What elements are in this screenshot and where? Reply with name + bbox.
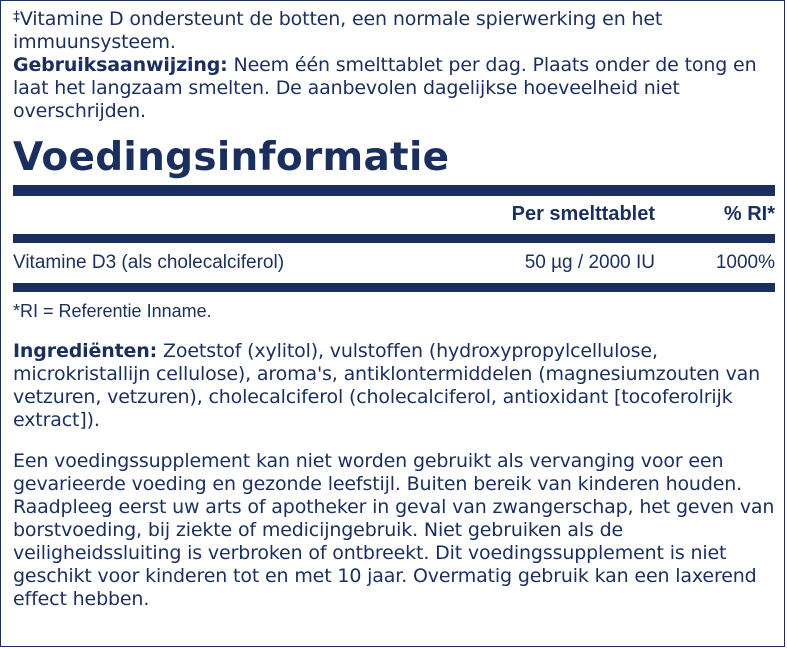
header-divider [13, 234, 775, 243]
nutrition-table-header [13, 196, 775, 226]
usage-label: Gebruiksaanwijzing: [13, 54, 228, 76]
intro-statement [13, 6, 775, 54]
intro-text: Vitamine D ondersteunt de botten, een normale spierwerking en het immuunsysteem. [13, 8, 663, 53]
table-bottom-divider [13, 283, 775, 292]
ingredients-text: Zoetstof (xylitol), vulstoffen (hydroxypropylcellulose, microkristallijn cellulose), aroma's, antiklontermiddelen (magnesiumzouten van vetzuren, vetzuren), cholecalciferol (cholecalciferol, antioxidant [tocoferolrijk extract]). [13, 340, 761, 431]
ri-footnote: *RI = Referentie Inname. [13, 301, 212, 321]
double-dagger-symbol: ‡ [13, 9, 20, 25]
nutrient-amount: 50 µg / 2000 IU [524, 252, 655, 273]
nutrient-ri: 1000% [715, 252, 775, 273]
ingredients-label: Ingrediënten: [13, 340, 158, 362]
header-ri: % RI* [723, 203, 775, 225]
nutrition-title: Voedingsinformatie [13, 135, 450, 180]
header-amount: Per smelttablet [511, 203, 655, 225]
table-row [13, 243, 775, 283]
ingredients-section [13, 340, 775, 432]
title-divider [13, 185, 775, 196]
warning-text: Een voedingssupplement kan niet worden gebruikt als vervanging voor een gevarieerde voeding en gezonde leefstijl. Buiten bereik van kinderen houden. Raadpleeg eerst uw arts of apotheker in geval van zwangerschap, het geven van borstvoeding, bij ziekte of medicijngebruik. Niet gebruiken als de veiligheidssluiting is verbroken of ontbreekt. Dit voedingssupplement is niet geschikt voor kinderen tot en met 10 jaar. Overmatig gebruik kan een laxerend effect hebben. [13, 450, 775, 610]
usage-text: Neem één smelttablet per dag. Plaats onder de tong en laat het langzaam smelten. De aanbevolen dagelijkse hoeveelheid niet overschrijden. [13, 54, 757, 122]
supplement-label [13, 6, 775, 611]
nutrient-name: Vitamine D3 (als cholecalciferol) [13, 252, 285, 273]
usage-instructions [13, 54, 775, 123]
